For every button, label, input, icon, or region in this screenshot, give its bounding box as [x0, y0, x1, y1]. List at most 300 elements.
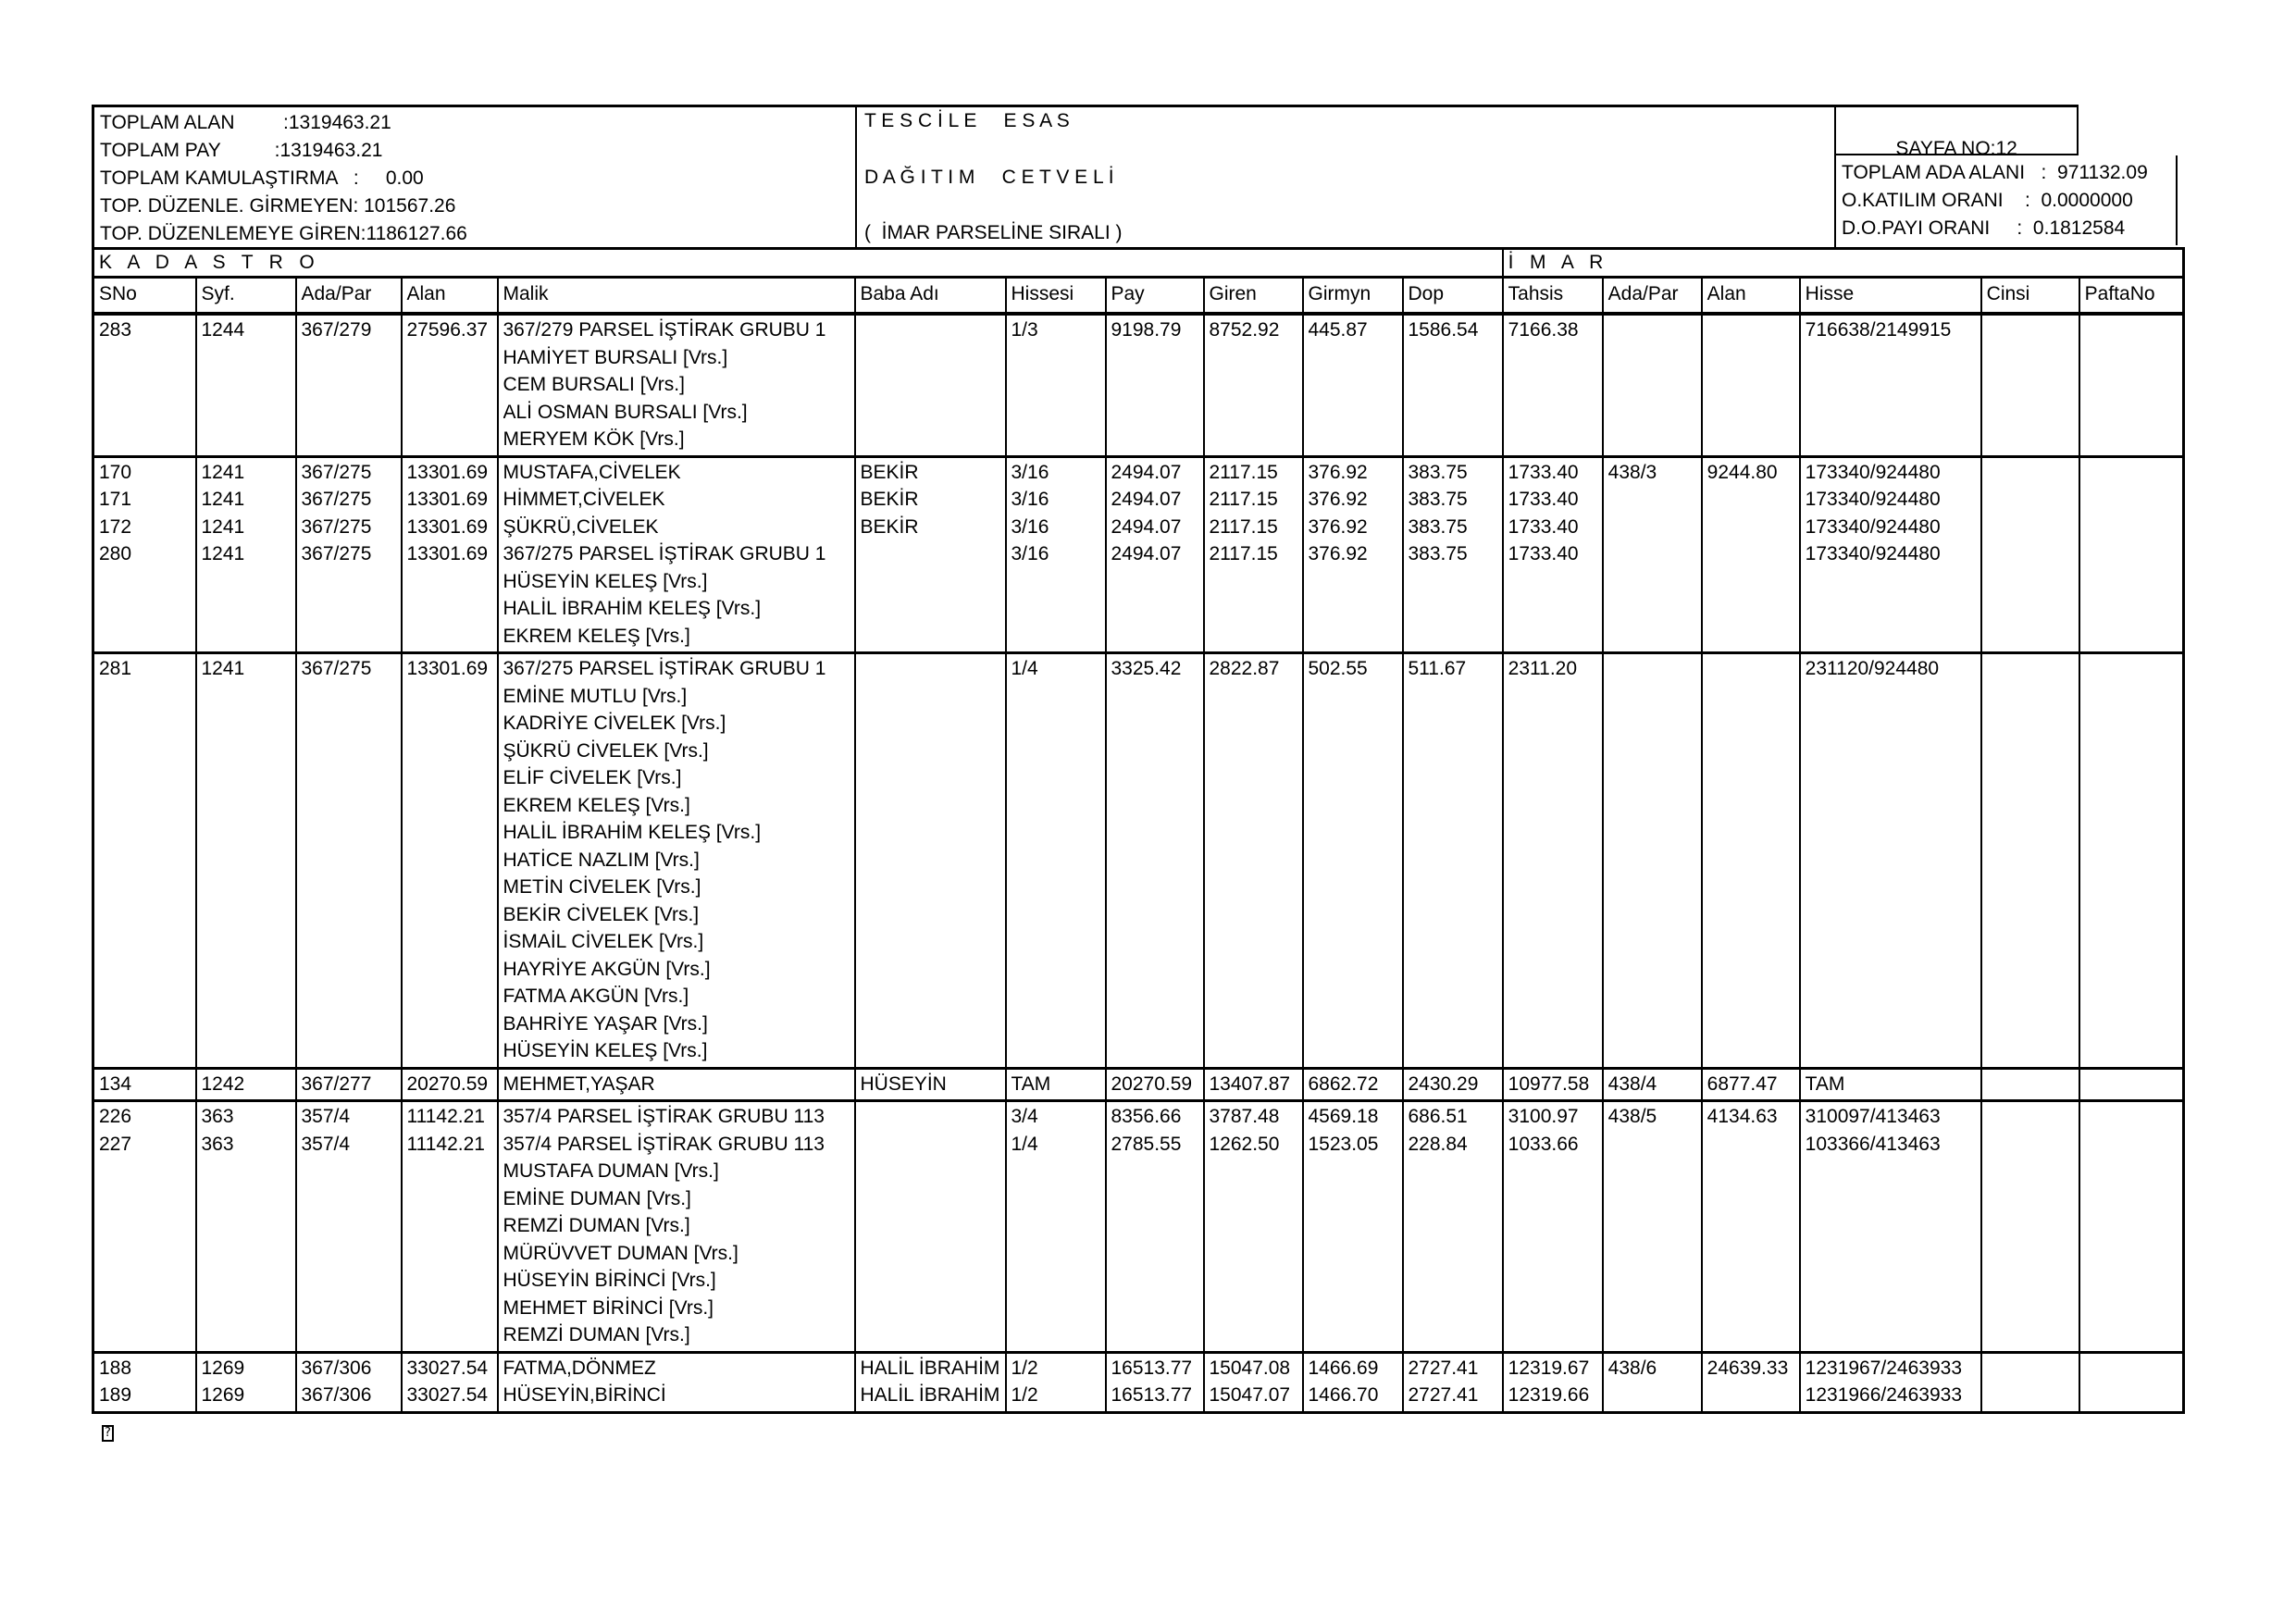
- cell-line: 16513.77: [1111, 1384, 1193, 1406]
- cell-line: MÜRÜVVET DUMAN [Vrs.]: [503, 1242, 738, 1264]
- cell-cinsi: [1981, 1101, 2079, 1353]
- cell-line: İSMAİL CİVELEK [Vrs.]: [503, 931, 704, 952]
- cell-line: 2117.15: [1209, 543, 1278, 564]
- cell-baba-adi: [855, 314, 1006, 456]
- cell-line: 1231966/2463933: [1805, 1384, 1962, 1406]
- cell-line: 4134.63: [1706, 1106, 1778, 1127]
- cell-paftano: [2079, 1101, 2184, 1353]
- cell-hissesi: [1006, 314, 1106, 456]
- cell-malik: [498, 1068, 855, 1101]
- cell-line: ALİ OSMAN BURSALI [Vrs.]: [503, 401, 748, 423]
- cell-line: HATİCE NAZLIM [Vrs.]: [503, 849, 700, 871]
- cell-line: METİN CİVELEK [Vrs.]: [503, 876, 701, 898]
- distribution-sheet: [92, 105, 2189, 1414]
- cell-tahsis: [1503, 1068, 1603, 1101]
- cell-line: 13407.87: [1209, 1072, 1291, 1095]
- cell-line: MUSTAFA DUMAN [Vrs.]: [503, 1160, 719, 1182]
- cell-imar-adapar: [1603, 653, 1702, 1069]
- cell-line: 2430.29: [1408, 1072, 1479, 1095]
- cell-line: 511.67: [1408, 658, 1467, 679]
- cell-line: HALİL İBRAHİM KELEŞ [Vrs.]: [503, 598, 762, 619]
- cell-line: 2117.15: [1209, 489, 1278, 510]
- cell-line: 2117.15: [1209, 515, 1278, 538]
- cell-line: 438/6: [1607, 1357, 1657, 1379]
- total-area-line: TOPLAM ALAN :1319463.21: [100, 112, 391, 133]
- cell-imar-adapar: [1603, 456, 1702, 653]
- column-header-dop: Dop: [1403, 278, 1503, 315]
- cell-imar-adapar: [1603, 1101, 1702, 1353]
- cell-girmyn: [1303, 653, 1403, 1069]
- cell-line: 1/3: [1011, 319, 1038, 341]
- title-panel: [857, 105, 1836, 247]
- cell-line: 367/306: [301, 1384, 372, 1406]
- cell-line: 686.51: [1408, 1106, 1468, 1127]
- cell-adapar: [296, 1068, 402, 1101]
- cell-line: 13301.69: [406, 515, 489, 538]
- cell-line: 6877.47: [1706, 1072, 1778, 1095]
- cell-line: 11142.21: [406, 1106, 485, 1127]
- column-header-hissesi: Hissesi: [1006, 278, 1106, 315]
- participation-ratio-line: O.KATILIM ORANI : 0.0000000: [1842, 190, 2133, 211]
- cell-line: HALİL İBRAHİM: [860, 1357, 1000, 1379]
- cell-line: 33027.54: [406, 1384, 489, 1406]
- cell-dop: [1403, 1068, 1503, 1101]
- cell-line: 1241: [201, 515, 245, 538]
- total-share-line: TOPLAM PAY :1319463.21: [100, 140, 383, 161]
- cell-pay: [1106, 314, 1204, 456]
- cell-line: MUSTAFA,CİVELEK: [503, 461, 681, 483]
- cell-line: ŞÜKRÜ,CİVELEK: [503, 515, 659, 538]
- cell-imar-hisse: [1800, 1101, 1981, 1353]
- cell-line: TAM: [1011, 1072, 1051, 1095]
- table-row: [93, 314, 2184, 456]
- sheet-header: [92, 105, 2188, 247]
- column-header-alan: Alan: [402, 278, 498, 315]
- cell-giren: [1204, 1068, 1303, 1101]
- cell-line: 367/275: [301, 658, 372, 679]
- cell-line: 27596.37: [406, 319, 489, 341]
- cell-alan: [402, 314, 498, 456]
- cell-line: 173340/924480: [1805, 489, 1941, 510]
- block-stats-panel: [1836, 155, 2178, 245]
- cell-line: 310097/413463: [1805, 1106, 1941, 1127]
- cell-hissesi: [1006, 456, 1106, 653]
- column-header-tahsis: Tahsis: [1503, 278, 1603, 315]
- cell-line: 3/16: [1011, 489, 1049, 510]
- table-row: [93, 456, 2184, 653]
- cell-imar-alan: [1702, 1352, 1800, 1412]
- cell-line: 2785.55: [1111, 1133, 1182, 1155]
- cell-line: 12319.66: [1508, 1384, 1590, 1406]
- cell-sno: [93, 314, 196, 456]
- cell-sno: [93, 1068, 196, 1101]
- cell-baba-adi: [855, 456, 1006, 653]
- cell-line: 188: [99, 1357, 132, 1379]
- cell-line: 716638/2149915: [1805, 319, 1952, 341]
- cell-line: 1733.40: [1508, 489, 1579, 510]
- cell-dop: [1403, 1101, 1503, 1353]
- section-band-row: [93, 249, 2184, 278]
- cell-line: 2494.07: [1111, 461, 1182, 483]
- cell-line: 2727.41: [1408, 1357, 1479, 1379]
- column-header-baba-adi: Baba Adı: [855, 278, 1006, 315]
- cell-girmyn: [1303, 314, 1403, 456]
- cell-line: 438/5: [1607, 1106, 1657, 1127]
- cell-giren: [1204, 314, 1303, 456]
- cell-imar-hisse: [1800, 456, 1981, 653]
- cell-syf: [196, 653, 296, 1069]
- cell-line: 10977.58: [1508, 1072, 1590, 1095]
- cell-baba-adi: [855, 1101, 1006, 1353]
- cell-cinsi: [1981, 456, 2079, 653]
- cell-line: EMİNE MUTLU [Vrs.]: [503, 685, 688, 707]
- cell-syf: [196, 1101, 296, 1353]
- column-header-imar-adapar: Ada/Par: [1603, 278, 1702, 315]
- column-header-row: [93, 278, 2184, 315]
- cell-pay: [1106, 1352, 1204, 1412]
- cell-tahsis: [1503, 1352, 1603, 1412]
- cell-line: 1/2: [1011, 1384, 1038, 1406]
- cell-girmyn: [1303, 456, 1403, 653]
- cell-adapar: [296, 456, 402, 653]
- cell-giren: [1204, 1352, 1303, 1412]
- cell-pay: [1106, 456, 1204, 653]
- cell-line: 2494.07: [1111, 489, 1182, 510]
- cell-line: 33027.54: [406, 1357, 489, 1379]
- cell-line: 189: [99, 1384, 132, 1406]
- cell-malik: [498, 314, 855, 456]
- cell-imar-hisse: [1800, 653, 1981, 1069]
- cell-line: EKREM KELEŞ [Vrs.]: [503, 625, 690, 647]
- cell-imar-alan: [1702, 314, 1800, 456]
- cell-line: 2727.41: [1408, 1384, 1479, 1406]
- cell-line: 227: [99, 1133, 132, 1155]
- cell-line: 383.75: [1408, 489, 1468, 510]
- cell-line: 1241: [201, 658, 245, 679]
- cell-line: 363: [201, 1133, 234, 1155]
- cell-malik: [498, 456, 855, 653]
- cell-line: 103366/413463: [1805, 1133, 1941, 1155]
- cell-line: 367/275: [301, 461, 372, 483]
- cell-adapar: [296, 653, 402, 1069]
- cell-adapar: [296, 1352, 402, 1412]
- cell-line: REMZİ DUMAN [Vrs.]: [503, 1324, 690, 1345]
- cell-sno: [93, 653, 196, 1069]
- cell-paftano: [2079, 314, 2184, 456]
- cell-line: 1/2: [1011, 1357, 1038, 1379]
- cell-line: 173340/924480: [1805, 543, 1941, 564]
- cell-line: 9198.79: [1111, 319, 1182, 341]
- column-header-malik: Malik: [498, 278, 855, 315]
- cell-hissesi: [1006, 1068, 1106, 1101]
- cell-line: 438/3: [1607, 461, 1657, 483]
- cell-imar-alan: [1702, 1068, 1800, 1101]
- cell-line: 357/4 PARSEL İŞTİRAK GRUBU 113: [503, 1133, 825, 1155]
- column-header-pay: Pay: [1106, 278, 1204, 315]
- cell-adapar: [296, 1101, 402, 1353]
- cell-line: 20270.59: [406, 1072, 489, 1095]
- cell-malik: [498, 653, 855, 1069]
- cell-giren: [1204, 456, 1303, 653]
- cell-line: MERYEM KÖK [Vrs.]: [503, 428, 685, 450]
- cell-cinsi: [1981, 1352, 2079, 1412]
- cell-line: 367/279 PARSEL İŞTİRAK GRUBU 1: [503, 319, 826, 341]
- cell-line: 20270.59: [1111, 1072, 1193, 1095]
- cell-line: HAYRİYE AKGÜN [Vrs.]: [503, 958, 711, 980]
- cell-line: 1733.40: [1508, 515, 1579, 538]
- cell-line: 171: [99, 489, 132, 510]
- cell-cinsi: [1981, 314, 2079, 456]
- column-header-giren: Giren: [1204, 278, 1303, 315]
- cell-line: 1241: [201, 543, 245, 564]
- cell-line: 367/277: [301, 1072, 372, 1095]
- cell-girmyn: [1303, 1068, 1403, 1101]
- cell-line: 367/279: [301, 319, 372, 341]
- block-total-area-line: TOPLAM ADA ALANI : 971132.09: [1842, 162, 2148, 183]
- cell-line: 357/4 PARSEL İŞTİRAK GRUBU 113: [503, 1106, 825, 1127]
- cell-line: 170: [99, 461, 132, 483]
- cell-line: 1033.66: [1508, 1133, 1579, 1155]
- cell-giren: [1204, 1101, 1303, 1353]
- cell-line: 363: [201, 1106, 234, 1127]
- cell-hissesi: [1006, 1101, 1106, 1353]
- cell-line: 367/275: [301, 543, 372, 564]
- column-header-girmyn: Girmyn: [1303, 278, 1403, 315]
- cell-line: 3325.42: [1111, 658, 1182, 679]
- cell-line: 8356.66: [1111, 1106, 1182, 1127]
- cell-line: 1466.70: [1308, 1384, 1379, 1406]
- title-line-1: T E S C İ L E E S A S: [864, 110, 1070, 131]
- cell-line: 13301.69: [406, 461, 489, 483]
- cell-dop: [1403, 653, 1503, 1069]
- cell-dop: [1403, 1352, 1503, 1412]
- cell-line: 13301.69: [406, 543, 489, 564]
- cell-line: 367/306: [301, 1357, 372, 1379]
- cell-line: KADRİYE CİVELEK [Vrs.]: [503, 713, 726, 734]
- column-header-syf: Syf.: [196, 278, 296, 315]
- cell-line: 367/275: [301, 515, 372, 538]
- cell-line: 502.55: [1308, 658, 1368, 679]
- cell-imar-alan: [1702, 1101, 1800, 1353]
- cell-line: 438/4: [1607, 1072, 1657, 1095]
- cell-line: 3/16: [1011, 543, 1049, 564]
- cell-line: 15047.08: [1209, 1357, 1291, 1379]
- cell-line: 173340/924480: [1805, 461, 1941, 483]
- cell-line: 1241: [201, 489, 245, 510]
- cell-line: HÜSEYİN BİRİNCİ [Vrs.]: [503, 1270, 716, 1291]
- cell-line: 172: [99, 515, 132, 538]
- cell-line: BEKİR CİVELEK [Vrs.]: [503, 903, 700, 925]
- cell-pay: [1106, 653, 1204, 1069]
- table-row: [93, 653, 2184, 1069]
- cell-line: 1241: [201, 461, 245, 483]
- cell-pay: [1106, 1068, 1204, 1101]
- cell-dop: [1403, 456, 1503, 653]
- cell-line: 1231967/2463933: [1805, 1357, 1962, 1379]
- cell-line: 383.75: [1408, 543, 1468, 564]
- cell-line: 1523.05: [1308, 1133, 1379, 1155]
- page-info-panel: [1836, 105, 2186, 247]
- cell-line: BEKİR: [860, 515, 919, 538]
- cell-tahsis: [1503, 653, 1603, 1069]
- cell-line: EKREM KELEŞ [Vrs.]: [503, 794, 690, 816]
- cell-syf: [196, 456, 296, 653]
- cell-line: 357/4: [301, 1133, 351, 1155]
- cell-syf: [196, 314, 296, 456]
- cell-line: FATMA AKGÜN [Vrs.]: [503, 986, 689, 1007]
- cell-line: 2494.07: [1111, 515, 1182, 538]
- cell-line: 12319.67: [1508, 1357, 1590, 1379]
- cell-line: 281: [99, 658, 132, 679]
- cell-line: 2117.15: [1209, 461, 1278, 483]
- cell-line: 3787.48: [1209, 1106, 1280, 1127]
- cell-line: HÜSEYİN,BİRİNCİ: [503, 1384, 666, 1406]
- cell-malik: [498, 1101, 855, 1353]
- cell-imar-hisse: [1800, 1352, 1981, 1412]
- cell-line: REMZİ DUMAN [Vrs.]: [503, 1215, 690, 1236]
- not-included-line: TOP. DÜZENLE. GİRMEYEN: 101567.26: [100, 195, 456, 217]
- cell-line: HALİL İBRAHİM KELEŞ [Vrs.]: [503, 822, 762, 843]
- cell-line: 2311.20: [1508, 658, 1578, 679]
- column-header-sno: SNo: [93, 278, 196, 315]
- total-expropriation-line: TOPLAM KAMULAŞTIRMA : 0.00: [100, 167, 424, 189]
- cell-paftano: [2079, 456, 2184, 653]
- cell-line: 376.92: [1308, 461, 1368, 483]
- cell-sno: [93, 1101, 196, 1353]
- cell-paftano: [2079, 1068, 2184, 1101]
- cell-line: 1242: [201, 1072, 245, 1095]
- cell-paftano: [2079, 1352, 2184, 1412]
- distribution-table: [92, 247, 2185, 1414]
- cell-line: 7166.38: [1508, 319, 1579, 341]
- cell-line: 3100.97: [1508, 1106, 1579, 1127]
- cell-sno: [93, 1352, 196, 1412]
- cell-line: 376.92: [1308, 543, 1368, 564]
- cell-line: 1733.40: [1508, 461, 1579, 483]
- cell-line: HALİL İBRAHİM: [860, 1384, 1000, 1406]
- cell-cinsi: [1981, 653, 2079, 1069]
- column-header-adapar: Ada/Par: [296, 278, 402, 315]
- cell-tahsis: [1503, 1101, 1603, 1353]
- cell-sno: [93, 456, 196, 653]
- cell-line: 3/16: [1011, 461, 1049, 483]
- cell-line: 13301.69: [406, 489, 489, 510]
- imar-band: İ M A R: [1503, 249, 2184, 278]
- cell-dop: [1403, 314, 1503, 456]
- kadastro-band: K A D A S T R O: [93, 249, 1503, 278]
- cell-line: 9244.80: [1706, 461, 1778, 483]
- cell-cinsi: [1981, 1068, 2079, 1101]
- table-row: [93, 1352, 2184, 1412]
- cell-line: 3/4: [1011, 1106, 1038, 1127]
- cell-line: 445.87: [1308, 319, 1368, 341]
- cell-alan: [402, 1352, 498, 1412]
- cell-line: HÜSEYİN KELEŞ [Vrs.]: [503, 570, 708, 592]
- table-row: [93, 1068, 2184, 1101]
- cell-line: 367/275 PARSEL İŞTİRAK GRUBU 1: [503, 543, 826, 564]
- cell-baba-adi: [855, 1068, 1006, 1101]
- cell-line: BEKİR: [860, 461, 919, 483]
- cell-line: CEM BURSALI [Vrs.]: [503, 374, 685, 395]
- column-header-imar-hisse: Hisse: [1800, 278, 1981, 315]
- missing-glyph-box: ?: [102, 1425, 114, 1442]
- cell-line: 15047.07: [1209, 1384, 1291, 1406]
- cell-line: 228.84: [1408, 1133, 1468, 1155]
- page-number-box: [1836, 105, 2079, 159]
- cell-alan: [402, 456, 498, 653]
- cell-imar-alan: [1702, 653, 1800, 1069]
- cell-line: 1466.69: [1308, 1357, 1379, 1379]
- cell-imar-adapar: [1603, 314, 1702, 456]
- cell-line: HÜSEYİN: [860, 1072, 947, 1095]
- cell-line: FATMA,DÖNMEZ: [503, 1357, 656, 1379]
- cell-line: 1733.40: [1508, 543, 1579, 564]
- cell-line: 1/4: [1011, 1133, 1038, 1155]
- cell-line: HAMİYET BURSALI [Vrs.]: [503, 346, 728, 368]
- cell-alan: [402, 653, 498, 1069]
- cell-hissesi: [1006, 1352, 1106, 1412]
- cell-paftano: [2079, 653, 2184, 1069]
- cell-line: 231120/924480: [1805, 658, 1940, 679]
- cell-imar-adapar: [1603, 1352, 1702, 1412]
- cell-line: EMİNE DUMAN [Vrs.]: [503, 1187, 691, 1209]
- cell-line: 2822.87: [1209, 658, 1280, 679]
- cell-adapar: [296, 314, 402, 456]
- cell-syf: [196, 1068, 296, 1101]
- cell-line: 3/16: [1011, 515, 1049, 538]
- cell-line: MEHMET BİRİNCİ [Vrs.]: [503, 1296, 714, 1319]
- cell-line: 367/275: [301, 489, 372, 510]
- cell-line: 16513.77: [1111, 1357, 1193, 1379]
- cell-line: 173340/924480: [1805, 515, 1941, 538]
- cell-line: 1586.54: [1408, 319, 1479, 341]
- cell-baba-adi: [855, 653, 1006, 1069]
- cell-line: 13301.69: [406, 658, 489, 679]
- column-header-cinsi: Cinsi: [1981, 278, 2079, 315]
- table-body: [93, 249, 2184, 1413]
- cell-line: 4569.18: [1308, 1106, 1379, 1127]
- page-number: SAYFA NO:12: [1895, 138, 2017, 159]
- cell-line: MEHMET,YAŞAR: [503, 1072, 655, 1095]
- cell-line: 11142.21: [406, 1133, 485, 1155]
- cell-line: 1262.50: [1209, 1133, 1280, 1155]
- totals-panel: [94, 105, 857, 247]
- cell-line: 1/4: [1011, 658, 1038, 679]
- cell-line: 383.75: [1408, 461, 1468, 483]
- cell-baba-adi: [855, 1352, 1006, 1412]
- cell-alan: [402, 1101, 498, 1353]
- cell-line: 357/4: [301, 1106, 351, 1127]
- dop-ratio-line: D.O.PAYI ORANI : 0.1812584: [1842, 217, 2126, 239]
- cell-line: ŞÜKRÜ CİVELEK [Vrs.]: [503, 739, 709, 762]
- cell-line: 1269: [201, 1384, 245, 1406]
- cell-line: HÜSEYİN KELEŞ [Vrs.]: [503, 1040, 708, 1061]
- title-line-2: D A Ğ I T I M C E T V E L İ: [864, 166, 1114, 188]
- cell-line: 376.92: [1308, 515, 1368, 538]
- cell-malik: [498, 1352, 855, 1412]
- cell-line: HİMMET,CİVELEK: [503, 489, 665, 510]
- cell-line: 367/275 PARSEL İŞTİRAK GRUBU 1: [503, 658, 826, 679]
- title-line-3: ( İMAR PARSELİNE SIRALI ): [864, 222, 1123, 243]
- cell-line: 134: [99, 1072, 132, 1095]
- cell-line: ELİF CİVELEK [Vrs.]: [503, 767, 682, 788]
- cell-girmyn: [1303, 1101, 1403, 1353]
- cell-line: 280: [99, 543, 132, 564]
- cell-line: 2494.07: [1111, 543, 1182, 564]
- cell-imar-alan: [1702, 456, 1800, 653]
- column-header-paftano: PaftaNo: [2079, 278, 2184, 315]
- included-line: TOP. DÜZENLEMEYE GİREN:1186127.66: [100, 223, 467, 244]
